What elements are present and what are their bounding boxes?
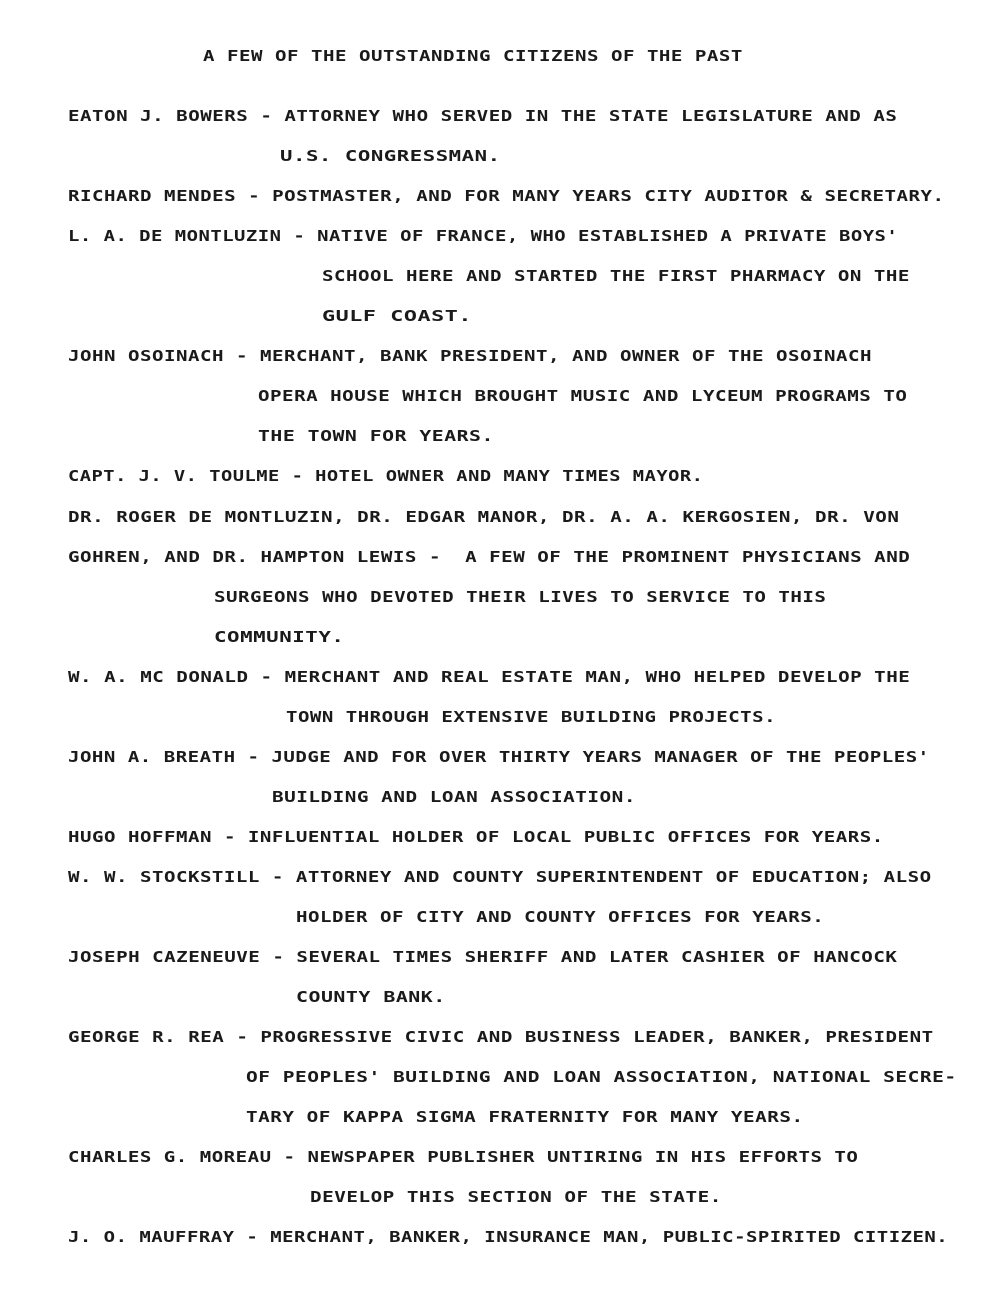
entry-line: CAPT. J. V. TOULME - HOTEL OWNER AND MANY TIMES MAYOR. <box>68 467 704 485</box>
entry-line: GULF COAST. <box>322 307 473 325</box>
entry-line: JOHN OSOINACH - MERCHANT, BANK PRESIDENT, AND OWNER OF THE OSOINACH <box>68 347 873 365</box>
entry-line: DEVELOP THIS SECTION OF THE STATE. <box>310 1188 722 1206</box>
entry-line: TARY OF KAPPA SIGMA FRATERNITY FOR MANY YEARS. <box>246 1108 804 1126</box>
entry-line: J. O. MAUFFRAY - MERCHANT, BANKER, INSURANCE MAN, PUBLIC-SPIRITED CITIZEN. <box>68 1228 949 1246</box>
entry-line: HOLDER OF CITY AND COUNTY OFFICES FOR YEARS. <box>296 908 825 926</box>
entry-line: DR. ROGER DE MONTLUZIN, DR. EDGAR MANOR, DR. A. A. KERGOSIEN, DR. VON <box>68 508 900 526</box>
entry-line: GOHREN, AND DR. HAMPTON LEWIS - A FEW OF THE PROMINENT PHYSICIANS AND <box>68 548 911 566</box>
entry-line: W. A. MC DONALD - MERCHANT AND REAL ESTATE MAN, WHO HELPED DEVELOP THE <box>68 668 911 686</box>
entry-line: JOSEPH CAZENEUVE - SEVERAL TIMES SHERIFF AND LATER CASHIER OF HANCOCK <box>68 948 898 966</box>
entry-line: U.S. CONGRESSMAN. <box>280 147 501 165</box>
entry-line: EATON J. BOWERS - ATTORNEY WHO SERVED IN THE STATE LEGISLATURE AND AS <box>68 107 898 125</box>
entry-line: L. A. DE MONTLUZIN - NATIVE OF FRANCE, WHO ESTABLISHED A PRIVATE BOYS' <box>68 227 899 245</box>
entry-line: OPERA HOUSE WHICH BROUGHT MUSIC AND LYCEUM PROGRAMS TO <box>258 387 908 405</box>
entry-line: TOWN THROUGH EXTENSIVE BUILDING PROJECTS. <box>286 708 777 726</box>
entry-line: CHARLES G. MOREAU - NEWSPAPER PUBLISHER UNTIRING IN HIS EFFORTS TO <box>68 1148 859 1166</box>
entry-line: GEORGE R. REA - PROGRESSIVE CIVIC AND BUSINESS LEADER, BANKER, PRESIDENT <box>68 1028 934 1046</box>
entry-line: SCHOOL HERE AND STARTED THE FIRST PHARMACY ON THE <box>322 267 910 285</box>
entry-line: COMMUNITY. <box>214 628 345 646</box>
entry-line: THE TOWN FOR YEARS. <box>258 427 494 445</box>
entry-line: COUNTY BANK. <box>296 988 446 1006</box>
document-title: A FEW OF THE OUTSTANDING CITIZENS OF THE PAST <box>203 47 743 65</box>
entry-line: RICHARD MENDES - POSTMASTER, AND FOR MANY YEARS CITY AUDITOR & SECRETARY. <box>68 187 945 205</box>
entry-line: OF PEOPLES' BUILDING AND LOAN ASSOCIATION, NATIONAL SECRE- <box>246 1068 957 1086</box>
entry-line: W. W. STOCKSTILL - ATTORNEY AND COUNTY SUPERINTENDENT OF EDUCATION; ALSO <box>68 868 932 886</box>
entry-line: SURGEONS WHO DEVOTED THEIR LIVES TO SERVICE TO THIS <box>214 588 827 606</box>
entry-line: HUGO HOFFMAN - INFLUENTIAL HOLDER OF LOCAL PUBLIC OFFICES FOR YEARS. <box>68 828 884 846</box>
entry-line: BUILDING AND LOAN ASSOCIATION. <box>272 788 636 806</box>
entry-line: JOHN A. BREATH - JUDGE AND FOR OVER THIRTY YEARS MANAGER OF THE PEOPLES' <box>68 748 930 766</box>
